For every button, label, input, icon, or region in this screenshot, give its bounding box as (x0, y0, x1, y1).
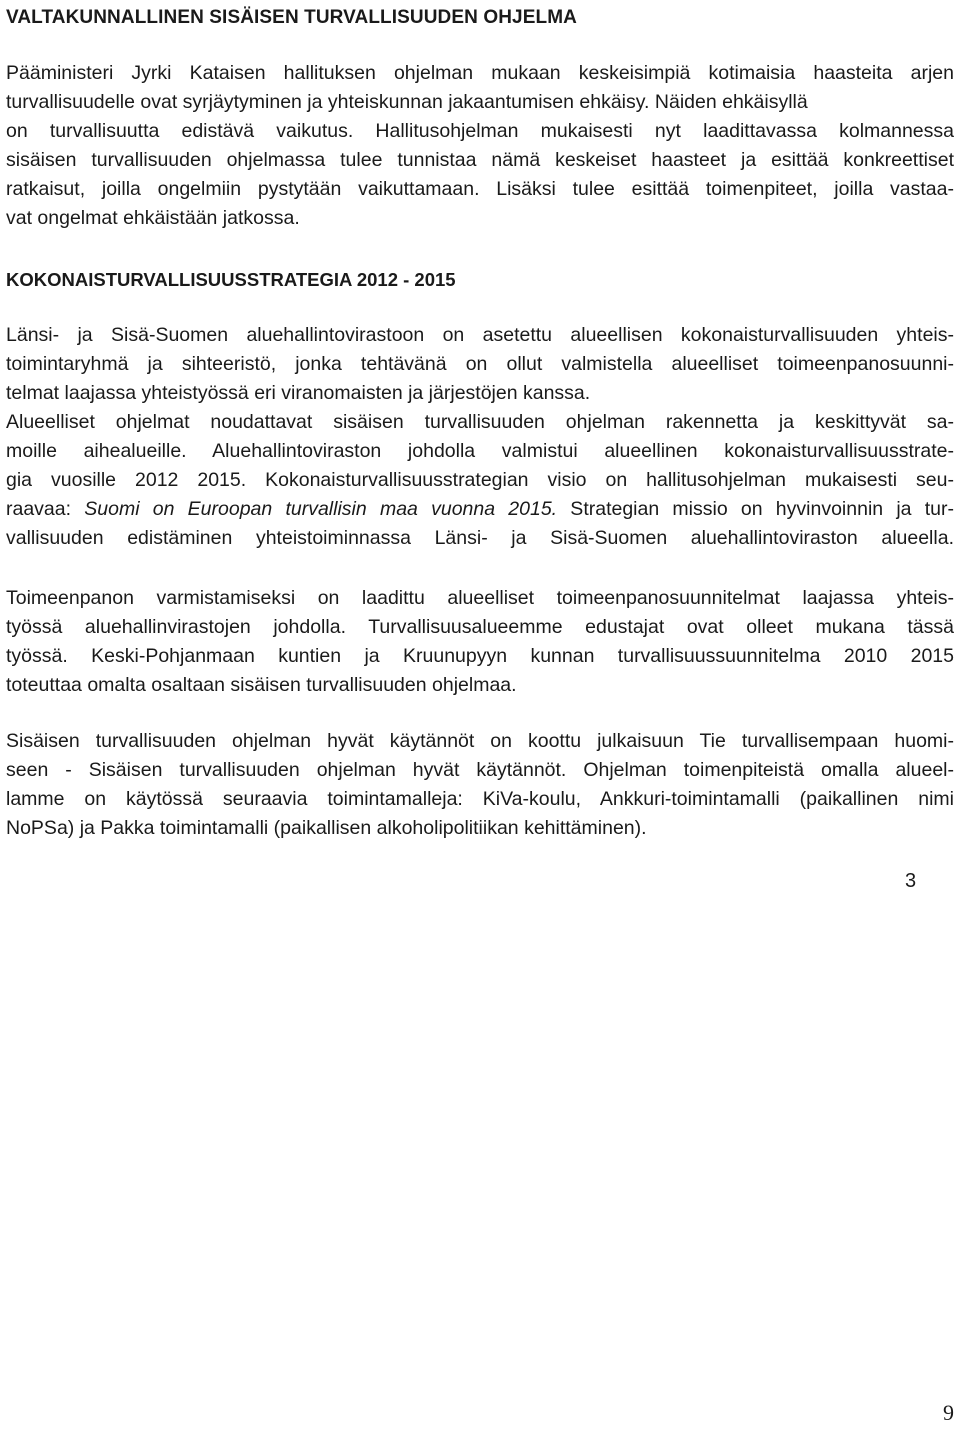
paragraph-line: Sisäisen turvallisuuden ohjelman hyvät käytännöt on koottu julkaisuun Tie turvallisempaan huomi- (6, 730, 954, 752)
page-number: 9 (943, 1400, 954, 1425)
paragraph-line: vallisuuden edistäminen yhteistoiminnassa Länsi- ja Sisä-Suomen aluehallintoviraston alueella. (6, 527, 954, 549)
paragraph-line: lamme on käytössä seuraavia toimintamalleja: KiVa-koulu, Ankkuri-toimintamalli (paikallinen nimi (6, 788, 954, 810)
text-run: Strategian missio on hyvinvoinnin ja tur- (557, 498, 954, 520)
paragraph-line: seen - Sisäisen turvallisuuden ohjelman hyvät käytännöt. Ohjelman toimenpiteistä omalla alueel- (6, 759, 954, 781)
paragraph-line: toteuttaa omalta osaltaan sisäisen turvallisuuden ohjelmaa. (6, 674, 517, 696)
paragraph-line: Länsi- ja Sisä-Suomen aluehallintovirastoon on asetettu alueellisen kokonaisturvallisuuden yhteis- (6, 324, 954, 346)
paragraph-line: telmat laajassa yhteistyössä eri viranomaisten ja järjestöjen kanssa. (6, 382, 591, 404)
paragraph-line: Pääministeri Jyrki Kataisen hallituksen ohjelman mukaan keskeisimpiä kotimaisia haasteita arjen (6, 62, 954, 84)
paragraph-line: työssä aluehallinvirastojen johdolla. Turvallisuusalueemme edustajat ovat olleet mukana tässä (6, 616, 954, 638)
paragraph-line: toimintaryhmä ja sihteeristö, jonka tehtävänä on ollut valmistella alueelliset toimeenpanosuunni- (6, 353, 954, 375)
paragraph-line: vat ongelmat ehkäistään jatkossa. (6, 207, 300, 229)
paragraph-line (6, 495, 954, 524)
paragraph-line: työssä. Keski-Pohjanmaan kuntien ja Kruunupyyn kunnan turvallisuussuunnitelma 2010 2015 (6, 645, 954, 667)
main-heading: VALTAKUNNALLINEN SISÄISEN TURVALLISUUDEN OHJELMA (6, 7, 577, 28)
paragraph-line: ratkaisut, joilla ongelmiin pystytään vaikuttamaan. Lisäksi tulee esittää toimenpiteet, joilla vastaa- (6, 178, 954, 200)
section-heading: KOKONAISTURVALLISUUSSTRATEGIA 2012 - 2015 (6, 269, 456, 290)
inner-page-number: 3 (905, 870, 917, 892)
paragraph-line: sisäisen turvallisuuden ohjelmassa tulee tunnistaa nämä keskeiset haasteet ja esittää konkreettiset (6, 149, 954, 171)
text-run: raavaa: (6, 498, 85, 520)
paragraph-line: NoPSa) ja Pakka toimintamalli (paikallisen alkoholipolitiikan kehittäminen). (6, 817, 647, 839)
paragraph-line: Alueelliset ohjelmat noudattavat sisäisen turvallisuuden ohjelman rakennetta ja keskittyvät sa- (6, 411, 954, 433)
vision-statement: Suomi on Euroopan turvallisin maa vuonna 2015. (84, 498, 558, 520)
paragraph-line: gia vuosille 2012 2015. Kokonaisturvallisuusstrategian visio on hallitusohjelman mukaisesti seu- (6, 469, 954, 491)
paragraph-line: turvallisuudelle ovat syrjäytyminen ja yhteiskunnan jakaantumisen ehkäisy. Näiden ehkäisyllä (6, 91, 808, 113)
paragraph-line: on turvallisuutta edistävä vaikutus. Hallitusohjelman mukaisesti nyt laadittavassa kolmannessa (6, 120, 954, 142)
paragraph-line: Toimeenpanon varmistamiseksi on laadittu alueelliset toimeenpanosuunnitelmat laajassa yhteis- (6, 587, 954, 609)
paragraph-line: moille aihealueille. Aluehallintoviraston johdolla valmistui alueellinen kokonaisturvallisuusstrate- (6, 440, 954, 462)
